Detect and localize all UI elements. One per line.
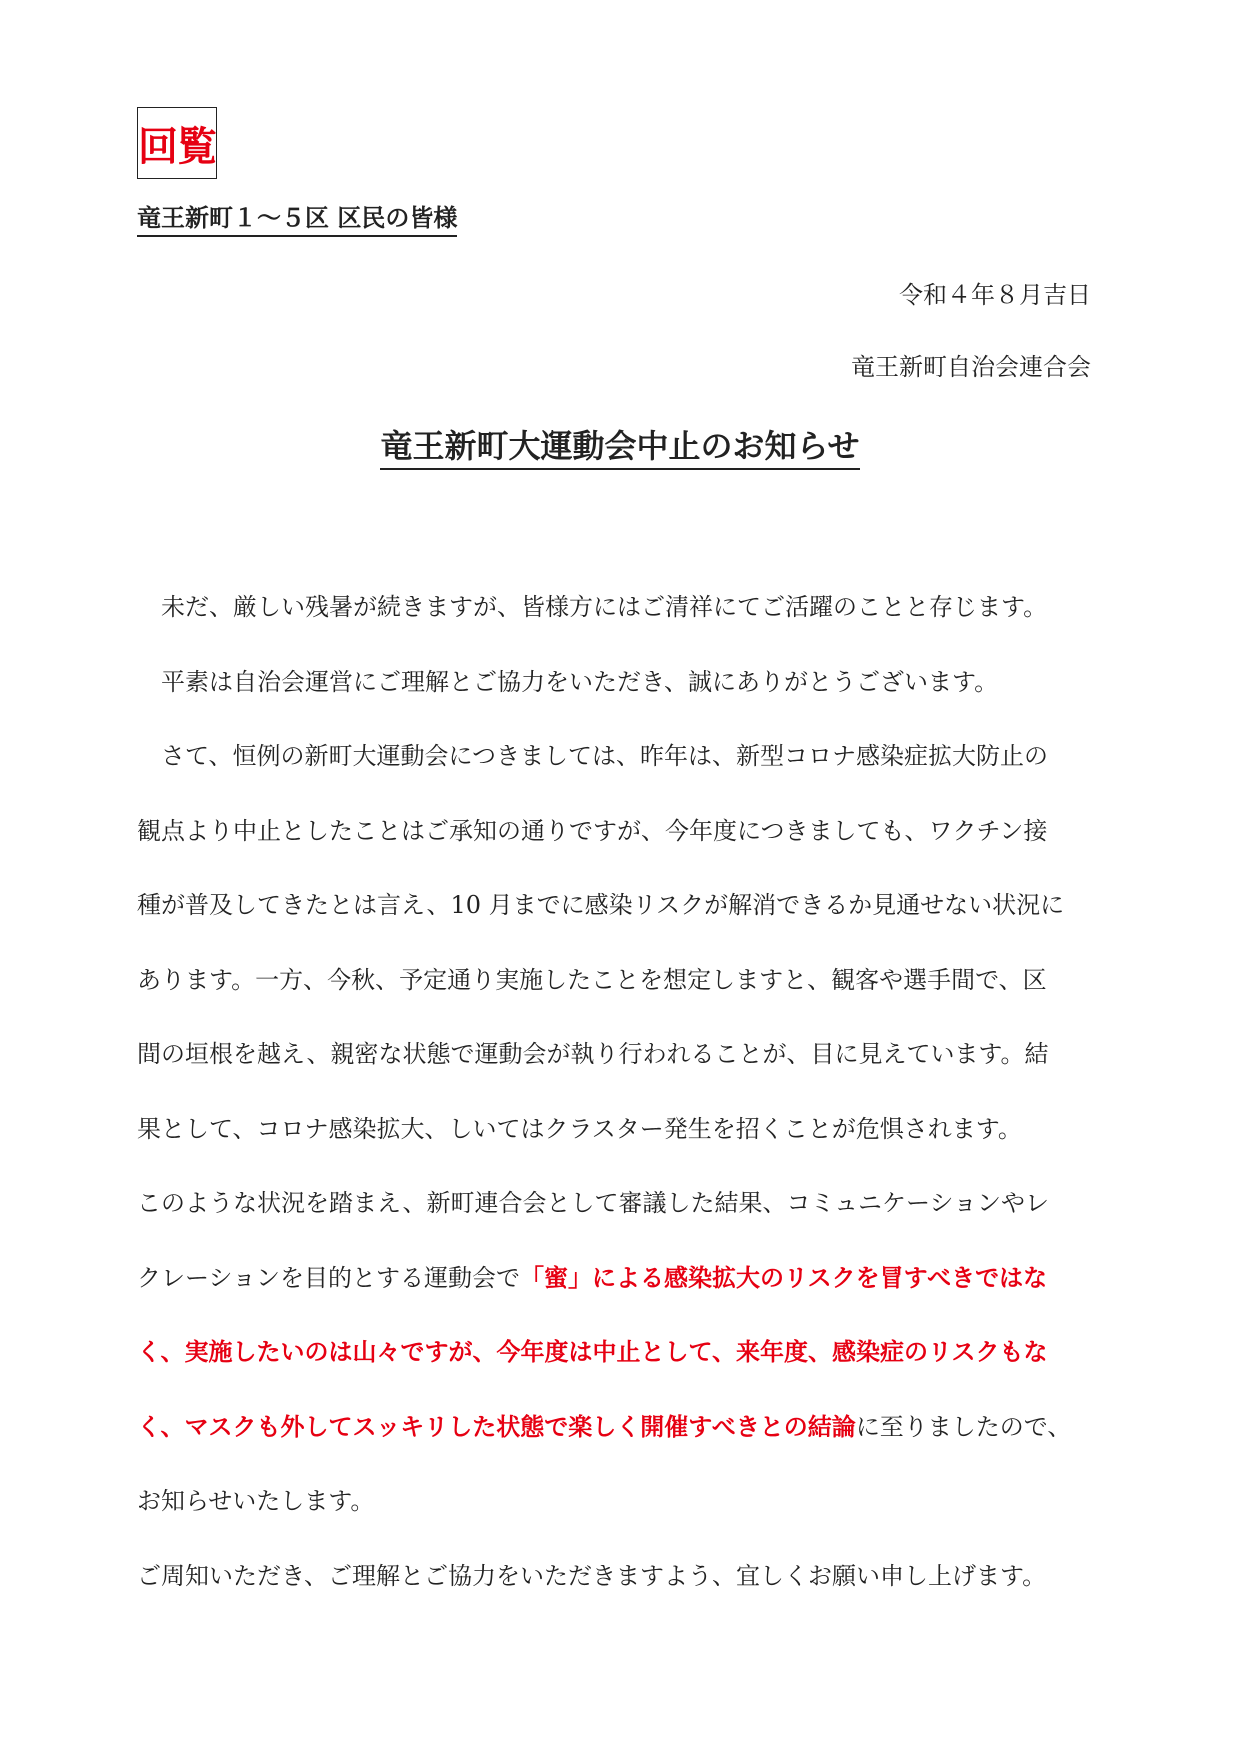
- body-line: お知らせいたします。: [137, 1487, 375, 1515]
- title-container: [0, 424, 1240, 470]
- body-line: 間の垣根を越え、親密な状態で運動会が執り行われることが、目に見えています。結: [137, 1040, 1049, 1068]
- body-text-normal: に至りましたので、: [855, 1412, 1072, 1441]
- document-title: 竜王新町大運動会中止のお知らせ: [380, 424, 859, 470]
- body-line: このような状況を踏まえ、新町連合会として審議した結果、コミュニケーションやレ: [137, 1189, 1049, 1217]
- body-line: ご周知いただき、ご理解とご協力をいただきますよう、宜しくお願い申し上げます。: [137, 1561, 1047, 1590]
- body-text-normal: クレーションを目的とする運動会で: [137, 1263, 521, 1292]
- body-line: 果として、コロナ感染拡大、しいてはクラスター発生を招くことが危惧されます。: [137, 1114, 1022, 1143]
- body-line-mixed: [137, 1241, 1097, 1316]
- document-body: [137, 570, 1097, 1613]
- body-line-mixed: [137, 1315, 1097, 1390]
- body-text-highlight: く、実施したいのは山々ですが、今年度は中止として、来年度、感染症のリスクもな: [137, 1337, 1048, 1366]
- body-line: あります。一方、今秋、予定通り実施したことを想定しますと、観客や選手間で、区: [137, 965, 1047, 994]
- body-line: 未だ、厳しい残暑が続きますが、皆様方にはご清祥にてご活躍のことと存じます。: [161, 593, 1048, 621]
- body-line: さて、恒例の新町大運動会につきましては、昨年は、新型コロナ感染症拡大防止の: [161, 742, 1049, 770]
- body-line: 観点より中止としたことはご承知の通りですが、今年度につきましても、ワクチン接: [137, 816, 1048, 845]
- sender-organization: 竜王新町自治会連合会: [851, 353, 1091, 381]
- body-line: 種が普及してきたとは言え、10 月までに感染リスクが解消できるか見通せない状況に: [137, 891, 1065, 919]
- circulation-stamp: 回覧: [137, 107, 217, 179]
- body-line: 平素は自治会運営にご理解とご協力をいただき、誠にありがとうございます。: [161, 667, 999, 696]
- body-text-highlight: 「蜜」による感染拡大のリスクを冒すべきではな: [520, 1262, 1048, 1292]
- body-text-highlight: く、マスクも外してスッキリした状態で楽しく開催すべきとの結論: [137, 1411, 856, 1441]
- addressee: 竜王新町１～５区 区民の皆様: [137, 201, 457, 237]
- body-line-mixed: [137, 1390, 1097, 1465]
- document-date: 令和４年８月吉日: [899, 281, 1091, 309]
